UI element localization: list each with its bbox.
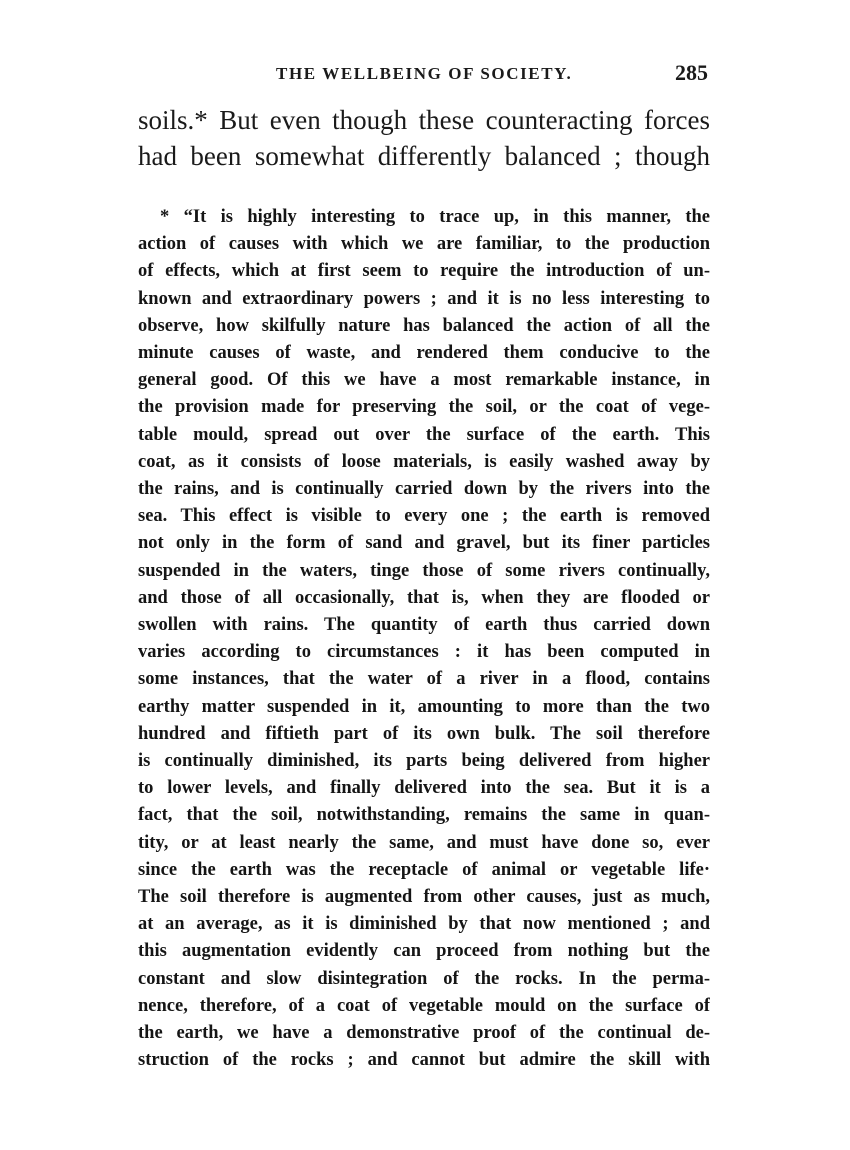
footnote-line: general good. Of this we have a most remarkable instance, in <box>138 370 710 391</box>
footnote-line: minute causes of waste, and rendered them conducive to the <box>138 343 710 364</box>
text-line: had been somewhat differently balanced ; though <box>138 141 710 171</box>
running-title: THE WELLBEING OF SOCIETY. <box>276 64 573 83</box>
footnote-line: suspended in the waters, tinge those of some rivers continually, <box>138 560 710 581</box>
page-number: 285 <box>675 60 708 85</box>
footnote-line: the rains, and is continually carried down by the rivers into the <box>138 479 710 500</box>
footnote-line: constant and slow disintegration of the rocks. In the perma- <box>138 968 710 989</box>
footnote-line: to lower levels, and finally delivered into the sea. But it is a <box>138 778 710 799</box>
footnote-line: some instances, that the water of a river in a flood, contains <box>138 669 710 690</box>
book-page <box>138 58 710 1075</box>
footnote-line: varies according to circumstances : it has been computed in <box>138 642 710 663</box>
footnote-line: since the earth was the receptacle of animal or vegetable life· <box>138 859 710 880</box>
footnote-line: action of causes with which we are familiar, to the production <box>138 234 710 255</box>
main-text <box>138 102 710 174</box>
footnote-line: of effects, which at first seem to require the introduction of un- <box>138 261 710 282</box>
footnote-line: table mould, spread out over the surface of the earth. This <box>138 424 710 445</box>
footnote-line: nence, therefore, of a coat of vegetable mould on the surface of <box>138 995 710 1016</box>
footnote-line: and those of all occasionally, that is, when they are flooded or <box>138 587 710 608</box>
footnote-line: earthy matter suspended in it, amounting to more than the two <box>138 696 710 717</box>
footnote-line: tity, or at least nearly the same, and must have done so, ever <box>138 832 710 853</box>
footnote-line: fact, that the soil, notwithstanding, remains the same in quan- <box>138 805 710 826</box>
footnote-line: at an average, as it is diminished by that now mentioned ; and <box>138 914 710 935</box>
text-line: soils.* But even though these counteracting forces <box>138 105 710 135</box>
footnote-line: sea. This effect is visible to every one ; the earth is removed <box>138 506 710 527</box>
footnote-line: hundred and fiftieth part of its own bulk. The soil therefore <box>138 723 710 744</box>
footnote-line: observe, how skilfully nature has balanced the action of all the <box>138 315 710 336</box>
running-header <box>138 58 710 90</box>
footnote <box>138 204 710 1075</box>
footnote-line: this augmentation evidently can proceed from nothing but the <box>138 941 710 962</box>
footnote-line: struction of the rocks ; and cannot but admire the skill with <box>138 1050 710 1071</box>
footnote-line: swollen with rains. The quantity of earth thus carried down <box>138 615 710 636</box>
footnote-line: * “It is highly interesting to trace up, in this manner, the <box>160 207 710 227</box>
footnote-line: the earth, we have a demonstrative proof of the continual de- <box>138 1023 710 1044</box>
footnote-line: is continually diminished, its parts being delivered from higher <box>138 751 710 772</box>
footnote-line: coat, as it consists of loose materials, is easily washed away by <box>138 451 710 472</box>
footnote-line: not only in the form of sand and gravel, but its finer particles <box>138 533 710 554</box>
footnote-line: the provision made for preserving the soil, or the coat of vege- <box>138 397 710 418</box>
footnote-line: The soil therefore is augmented from other causes, just as much, <box>138 887 710 908</box>
footnote-line: known and extraordinary powers ; and it is no less interesting to <box>138 288 710 309</box>
